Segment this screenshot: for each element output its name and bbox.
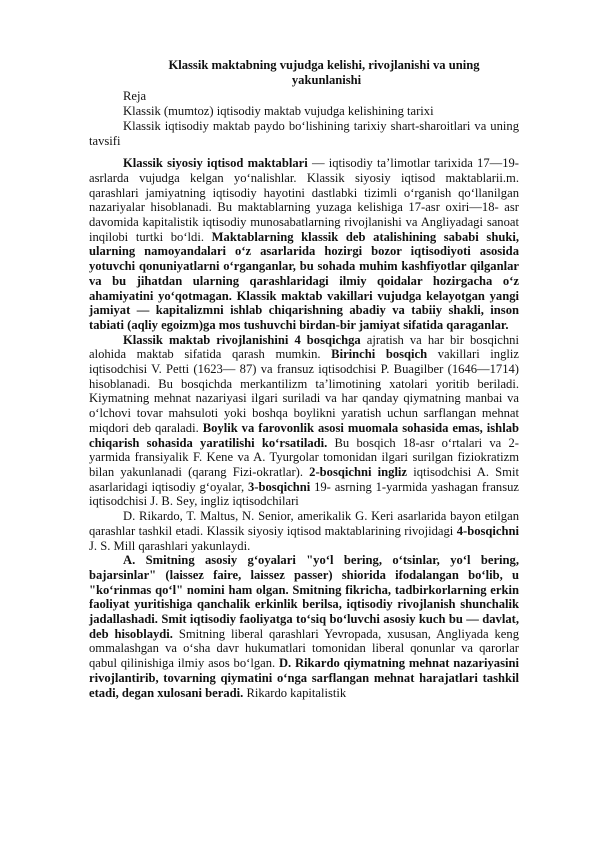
- paragraph-3: [89, 509, 519, 553]
- outline-item: Klassik (mumtoz) iqtisodiy maktab vujudga kelishining tarixi: [123, 104, 434, 119]
- outline: [89, 89, 519, 148]
- text-run: 19- asrning 1-yarmida yashagan fransuz iqtisodchisi J. B. Sey, ingliz iqtisodchilari: [89, 479, 519, 509]
- paragraph-4: [89, 553, 519, 700]
- outline-heading: Reja: [123, 89, 147, 104]
- title-line-2: yakunlanishi: [291, 72, 362, 87]
- bold-text-run: Birinchi bosqich: [331, 347, 428, 362]
- text-run: D. Rikardo, T. Maltus, N. Senior, amerikalik G. Keri asarlarida bayon etilgan qarashlar tashkil etadi. Klassik siyosiy iqtisod maktablarining rivojidagi: [89, 509, 519, 538]
- text-run: — iqtisodiy ta’limotlar tarixida 17—19- asrlarda vujudga kelgan yo‘nalishlar. Klassik siyosiy iqtisod maktablarii.m. qarashlari jamiyatning iqtisodiy hayotini dastlabki tizimli o‘rganish qo‘llanilgan nazariyalar hisoblanadi. Bu maktablarning yuzaga kelishiga 17-asr oxiri—18- asr davomida kapitalistik iqtisodiy munosabatlarning rivojlanishi va Angliyadagi sanoat inqilobi turtki bo‘ldi.: [89, 156, 519, 244]
- bold-text-run: 2-bosqichni ingliz: [309, 464, 408, 479]
- title-line-1: Klassik maktabning vujudga kelishi, rivojlanishi va uning: [168, 58, 480, 72]
- text-run: iqtisodchisi A. Smit asarlaridagi iqtisodiy g‘oyalar,: [89, 464, 519, 494]
- bold-text-run: Maktablarning klassik deb atalishining sababi shuki, ularning namoyandalari o‘z asarlarida hozirgi bozor iqtisodiyoti asosida yotuvchi qonuniyatlarni o‘rganganlar, bu sohada muhim kashfiyotlar qilganlar va bu jihatdan ularning qarashlaridagi ilmiy qoidalar hozirgacha o‘z ahamiyatini yo‘qotmagan. Klassik maktab vakillari vujudga kelayotgan yangi jamiyat — kapitalizmni ishlab chiqarishning abadiy va tabiiy shakli, inson tabiati (aqliy egoizm)ga mos tushuvchi birdan-bir jamiyat sifatida qaraganlar.: [89, 229, 519, 332]
- text-run: Bu bosqich 18-asr o‘rtalari va 2-yarmida fransiyalik F. Kene va A. Tyurgolar tomonidan ilgari surilgan fiziokratizm bilan yakunlanadi (qarang Fizi-okratlar).: [89, 435, 519, 479]
- bold-text-run: D. Rikardo qiymatning mehnat nazariyasini rivojlantirib, tovarning qiymatini o‘nga sarflangan mehnat harajatlari tashkil etadi, degan xulosani beradi.: [89, 656, 520, 700]
- outline-item: Klassik iqtisodiy maktab paydo bo‘lishining tarixiy shart-sharoitlari va uning tavsifi: [89, 118, 519, 148]
- bold-text-run: A. Smitning asosiy g‘oyalari "yo‘l bering, o‘tsinlar, yo‘l bering, bajarsinlar" (laissez faire, laissez passer) shiorida ifodalangan bo‘lib, u "ko‘rinmas qo‘l" nomini ham olgan. Smitning fikricha, tadbirkorlarning erkin faoliyat yuritishiga qanchalik erkinlik berilsa, iqtisodiy rivojlanish shunchalik jadallashadi. Smit iqtisodiy faoliyatga to‘siq bo‘luvchi asosiy kuch bu — davlat, deb hisoblaydi.: [89, 553, 519, 641]
- bold-text-run: 3-bosqichni: [247, 479, 311, 494]
- bold-text-run: Klassik siyosiy iqtisod maktablari: [123, 156, 308, 171]
- bold-text-run: Boylik va farovonlik asosi muomala sohasida emas, ishlab chiqarish sohasida yaratilishi ko‘rsatiladi.: [89, 420, 519, 450]
- text-run: J. S. Mill qarashlari yakunlaydi.: [89, 538, 251, 553]
- text-run: Rikardo kapitalistik: [243, 685, 347, 700]
- text-run: ajratish va har bir bosqichni alohida maktab sifatida qarash mumkin.: [89, 332, 519, 362]
- bold-text-run: Klassik maktab rivojlanishini 4 bosqichga: [123, 332, 361, 347]
- document-body: [89, 156, 519, 700]
- document-page: [89, 58, 519, 700]
- paragraph-2: [89, 333, 519, 509]
- document-title: [89, 58, 519, 87]
- bold-text-run: 4-bosqichni: [456, 523, 519, 538]
- text-run: vakillari ingliz iqtisodchisi V. Petti (1623— 87) va fransuz iqtisodchisi P. Buagilber (1646—1714) hisoblanadi. Bu bosqichda merkantilizm ta’limotining xatolari yoritib beriladi. Kiymatning mehnat nazariyasi ilgari suriladi va har qanday qiymatning manbai va o‘lchovi tovar mahsuloti yoki boshqa boylikni yaratish uchun sarflangan mehnat miqdori deb qaraladi.: [89, 347, 519, 435]
- text-run: Smitning liberal qarashlari Yevropada, xususan, Angliyada keng ommalashgan va o‘sha davr hukumatlari tomonidan liberal qonunlar va qarorlar qabul qilinishiga ilmiy asos bo‘lgan.: [89, 626, 519, 671]
- paragraph-1: [89, 156, 519, 332]
